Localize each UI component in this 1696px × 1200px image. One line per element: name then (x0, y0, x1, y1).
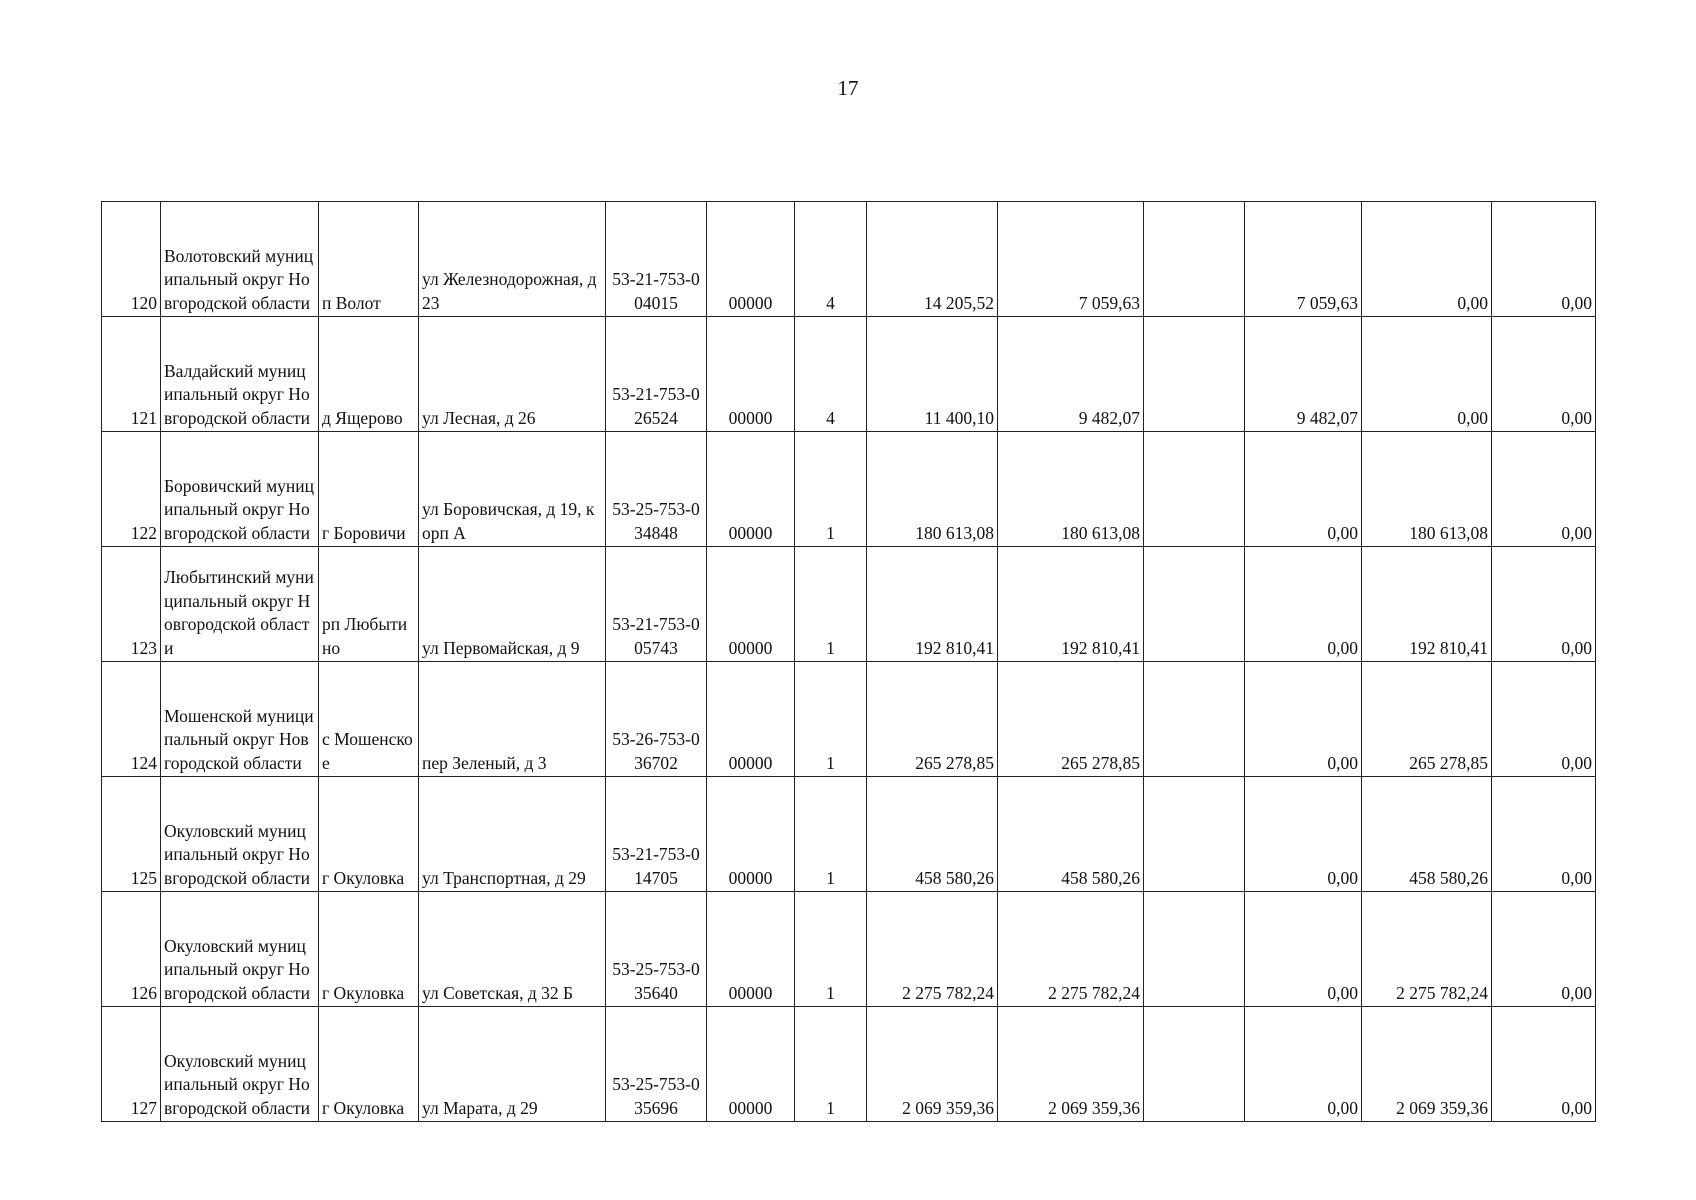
category-cell: 4 (795, 202, 867, 317)
amount-b-cell: 0,00 (1362, 317, 1492, 432)
address-cell: ул Железнодорожная, д 23 (419, 202, 606, 317)
row-number: 122 (102, 432, 161, 547)
settlement-cell: с Мошенское (319, 662, 419, 777)
code-cell: 53-21-753-005743 (606, 547, 707, 662)
amount-a-cell: 0,00 (1245, 432, 1362, 547)
settlement-cell: рп Любытино (319, 547, 419, 662)
district-cell: Мошенской муниципальный округ Новгородской области (161, 662, 319, 777)
district-cell: Окуловский муниципальный округ Новгородской области (161, 892, 319, 1007)
settlement-cell: г Окуловка (319, 777, 419, 892)
address-cell: ул Транспортная, д 29 (419, 777, 606, 892)
amount-cell: 7 059,63 (998, 202, 1144, 317)
amount-a-cell: 0,00 (1245, 662, 1362, 777)
amount-cell: 265 278,85 (998, 662, 1144, 777)
category-cell: 1 (795, 662, 867, 777)
address-cell: пер Зеленый, д 3 (419, 662, 606, 777)
total-cost-cell: 180 613,08 (867, 432, 998, 547)
amount-a-cell: 0,00 (1245, 1007, 1362, 1122)
amount-cell: 2 275 782,24 (998, 892, 1144, 1007)
settlement-cell: г Боровичи (319, 432, 419, 547)
address-cell: ул Советская, д 32 Б (419, 892, 606, 1007)
code-cell: 53-25-753-034848 (606, 432, 707, 547)
total-cost-cell: 265 278,85 (867, 662, 998, 777)
code-cell: 53-21-753-026524 (606, 317, 707, 432)
blank-cell (1144, 662, 1245, 777)
address-cell: ул Лесная, д 26 (419, 317, 606, 432)
amount-c-cell: 0,00 (1492, 1007, 1596, 1122)
district-cell: Любытинский муниципальный округ Новгородской области (161, 547, 319, 662)
blank-cell (1144, 317, 1245, 432)
amount-a-cell: 9 482,07 (1245, 317, 1362, 432)
amount-cell: 192 810,41 (998, 547, 1144, 662)
amount-c-cell: 0,00 (1492, 202, 1596, 317)
total-cost-cell: 458 580,26 (867, 777, 998, 892)
table-row (102, 202, 1596, 317)
amount-b-cell: 192 810,41 (1362, 547, 1492, 662)
district-cell: Окуловский муниципальный округ Новгородской области (161, 1007, 319, 1122)
category-cell: 1 (795, 547, 867, 662)
subcode-cell: 00000 (707, 1007, 795, 1122)
amount-a-cell: 0,00 (1245, 892, 1362, 1007)
category-cell: 1 (795, 432, 867, 547)
registry-table (101, 201, 1596, 1122)
category-cell: 1 (795, 892, 867, 1007)
amount-cell: 9 482,07 (998, 317, 1144, 432)
blank-cell (1144, 892, 1245, 1007)
district-cell: Валдайский муниципальный округ Новгородской области (161, 317, 319, 432)
settlement-cell: п Волот (319, 202, 419, 317)
subcode-cell: 00000 (707, 202, 795, 317)
subcode-cell: 00000 (707, 432, 795, 547)
table-row (102, 777, 1596, 892)
address-cell: ул Марата, д 29 (419, 1007, 606, 1122)
amount-c-cell: 0,00 (1492, 432, 1596, 547)
page-number: 17 (837, 76, 859, 100)
code-cell: 53-21-753-014705 (606, 777, 707, 892)
table-row (102, 892, 1596, 1007)
amount-a-cell: 0,00 (1245, 777, 1362, 892)
row-number: 126 (102, 892, 161, 1007)
table-row (102, 547, 1596, 662)
amount-c-cell: 0,00 (1492, 777, 1596, 892)
address-cell: ул Первомайская, д 9 (419, 547, 606, 662)
subcode-cell: 00000 (707, 662, 795, 777)
amount-cell: 2 069 359,36 (998, 1007, 1144, 1122)
row-number: 120 (102, 202, 161, 317)
blank-cell (1144, 547, 1245, 662)
amount-c-cell: 0,00 (1492, 547, 1596, 662)
amount-c-cell: 0,00 (1492, 892, 1596, 1007)
row-number: 125 (102, 777, 161, 892)
subcode-cell: 00000 (707, 547, 795, 662)
code-cell: 53-25-753-035696 (606, 1007, 707, 1122)
table-row (102, 662, 1596, 777)
amount-b-cell: 0,00 (1362, 202, 1492, 317)
amount-b-cell: 2 275 782,24 (1362, 892, 1492, 1007)
amount-c-cell: 0,00 (1492, 317, 1596, 432)
settlement-cell: г Окуловка (319, 1007, 419, 1122)
amount-a-cell: 7 059,63 (1245, 202, 1362, 317)
category-cell: 4 (795, 317, 867, 432)
amount-b-cell: 180 613,08 (1362, 432, 1492, 547)
amount-cell: 180 613,08 (998, 432, 1144, 547)
amount-a-cell: 0,00 (1245, 547, 1362, 662)
amount-b-cell: 2 069 359,36 (1362, 1007, 1492, 1122)
blank-cell (1144, 777, 1245, 892)
settlement-cell: д Ящерово (319, 317, 419, 432)
row-number: 123 (102, 547, 161, 662)
district-cell: Волотовский муниципальный округ Новгородской области (161, 202, 319, 317)
district-cell: Боровичский муниципальный округ Новгородской области (161, 432, 319, 547)
blank-cell (1144, 202, 1245, 317)
subcode-cell: 00000 (707, 317, 795, 432)
code-cell: 53-21-753-004015 (606, 202, 707, 317)
row-number: 124 (102, 662, 161, 777)
blank-cell (1144, 432, 1245, 547)
total-cost-cell: 2 069 359,36 (867, 1007, 998, 1122)
code-cell: 53-26-753-036702 (606, 662, 707, 777)
table-row (102, 1007, 1596, 1122)
amount-b-cell: 458 580,26 (1362, 777, 1492, 892)
row-number: 121 (102, 317, 161, 432)
category-cell: 1 (795, 1007, 867, 1122)
code-cell: 53-25-753-035640 (606, 892, 707, 1007)
total-cost-cell: 192 810,41 (867, 547, 998, 662)
amount-cell: 458 580,26 (998, 777, 1144, 892)
category-cell: 1 (795, 777, 867, 892)
total-cost-cell: 14 205,52 (867, 202, 998, 317)
address-cell: ул Боровичская, д 19, корп А (419, 432, 606, 547)
amount-b-cell: 265 278,85 (1362, 662, 1492, 777)
total-cost-cell: 11 400,10 (867, 317, 998, 432)
district-cell: Окуловский муниципальный округ Новгородской области (161, 777, 319, 892)
table-row (102, 432, 1596, 547)
table-row (102, 317, 1596, 432)
settlement-cell: г Окуловка (319, 892, 419, 1007)
subcode-cell: 00000 (707, 892, 795, 1007)
amount-c-cell: 0,00 (1492, 662, 1596, 777)
subcode-cell: 00000 (707, 777, 795, 892)
total-cost-cell: 2 275 782,24 (867, 892, 998, 1007)
row-number: 127 (102, 1007, 161, 1122)
blank-cell (1144, 1007, 1245, 1122)
